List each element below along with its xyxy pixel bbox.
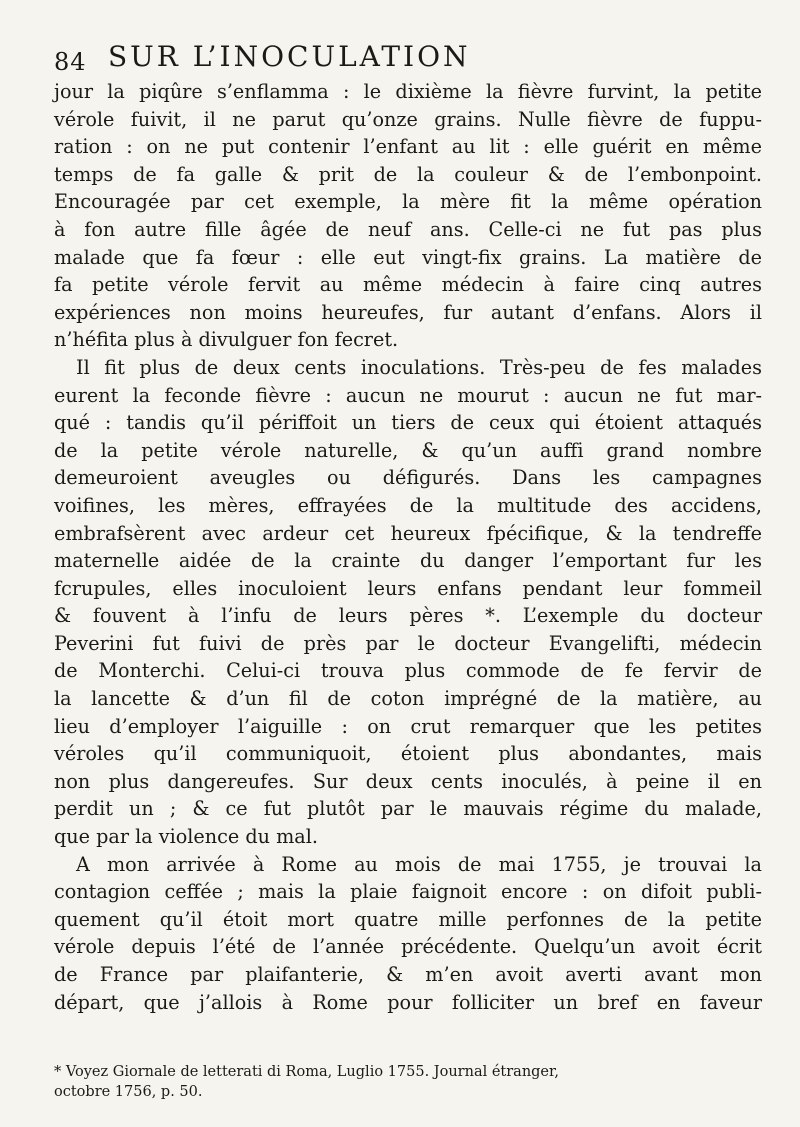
text-line: perdit un ; & ce fut plutôt par le mauvais régime du malade,	[54, 797, 762, 821]
body-text	[54, 78, 762, 1016]
text-line: fa petite vérole fervit au même médecin à faire cinq autres	[54, 273, 762, 297]
text-line: à fon autre fille âgée de neuf ans. Celle-ci ne fut pas plus	[54, 217, 762, 241]
text-line: & fouvent à l’infu de leurs pères *. L’exemple du docteur	[54, 604, 762, 628]
text-line: embrafsèrent avec ardeur cet heureux fpécifique, & la tendreffe	[54, 521, 762, 545]
text-line: A mon arrivée à Rome au mois de mai 1755, je trouvai la	[76, 852, 762, 876]
text-line: contagion ceffée ; mais la plaie faignoit encore : on difoit publi-	[54, 880, 762, 904]
text-line: malade que fa fœur : elle eut vingt-fix grains. La matière de	[54, 245, 762, 269]
text-line: de Monterchi. Celui-ci trouva plus commode de fe fervir de	[54, 659, 762, 683]
text-line: quement qu’il étoit mort quatre mille perfonnes de la petite	[54, 907, 762, 931]
text-line: eurent la feconde fièvre : aucun ne mourut : aucun ne fut mar-	[54, 383, 762, 407]
text-line: Il fit plus de deux cents inoculations. Très-peu de fes malades	[76, 355, 762, 379]
text-line: maternelle aidée de la crainte du danger l’emportant fur les	[54, 549, 762, 573]
text-line: ration : on ne put contenir l’enfant au lit : elle guérit en même	[54, 135, 762, 159]
text-line: non plus dangereufes. Sur deux cents inoculés, à peine il en	[54, 769, 762, 793]
text-line: demeuroient aveugles ou défigurés. Dans les campagnes	[54, 466, 762, 490]
text-line: n’héfita plus à divulguer fon fecret.	[54, 328, 399, 352]
text-line: qué : tandis qu’il périffoit un tiers de ceux qui étoient attaqués	[54, 411, 762, 435]
text-line: la lancette & d’un fil de coton imprégné de la matière, au	[54, 687, 762, 711]
footnote	[54, 1062, 762, 1102]
text-line: expériences non moins heureufes, fur autant d’enfans. Alors il	[54, 300, 762, 324]
text-line: jour la piqûre s’enflamma : le dixième la fièvre furvint, la petite	[54, 80, 762, 103]
text-line: temps de fa galle & prit de la couleur & de l’embonpoint.	[54, 162, 762, 186]
text-line: vérole depuis l’été de l’année précédente. Quelqu’un avoit écrit	[54, 935, 762, 959]
text-line: Encouragée par cet exemple, la mère fit la même opération	[54, 190, 762, 214]
text-line: fcrupules, elles inoculoient leurs enfans pendant leur fommeil	[54, 576, 762, 600]
page-number: 84	[54, 48, 87, 76]
page-header	[54, 36, 754, 76]
text-line: que par la violence du mal.	[54, 825, 318, 849]
running-title: SUR L’INOCULATION	[108, 40, 471, 73]
text-line: vérole fuivit, il ne parut qu’onze grains. Nulle fièvre de fuppu-	[54, 107, 762, 131]
text-line: départ, que j’allois à Rome pour folliciter un bref en faveur	[54, 990, 762, 1014]
text-line: véroles qu’il communiquoit, étoient plus abondantes, mais	[54, 742, 762, 766]
footnote-line: octobre 1756, p. 50.	[54, 1084, 203, 1100]
text-line: voifines, les mères, effrayées de la multitude des accidens,	[54, 493, 762, 517]
text-line: lieu d’employer l’aiguille : on crut remarquer que les petites	[54, 714, 762, 738]
footnote-line: * Voyez Giornale de letterati di Roma, Luglio 1755. Journal étranger,	[54, 1064, 559, 1080]
text-line: Peverini fut fuivi de près par le docteur Evangelifti, médecin	[54, 631, 762, 655]
text-line: de France par plaifanterie, & m’en avoit averti avant mon	[54, 963, 762, 986]
text-line: de la petite vérole naturelle, & qu’un auffi grand nombre	[54, 438, 762, 462]
